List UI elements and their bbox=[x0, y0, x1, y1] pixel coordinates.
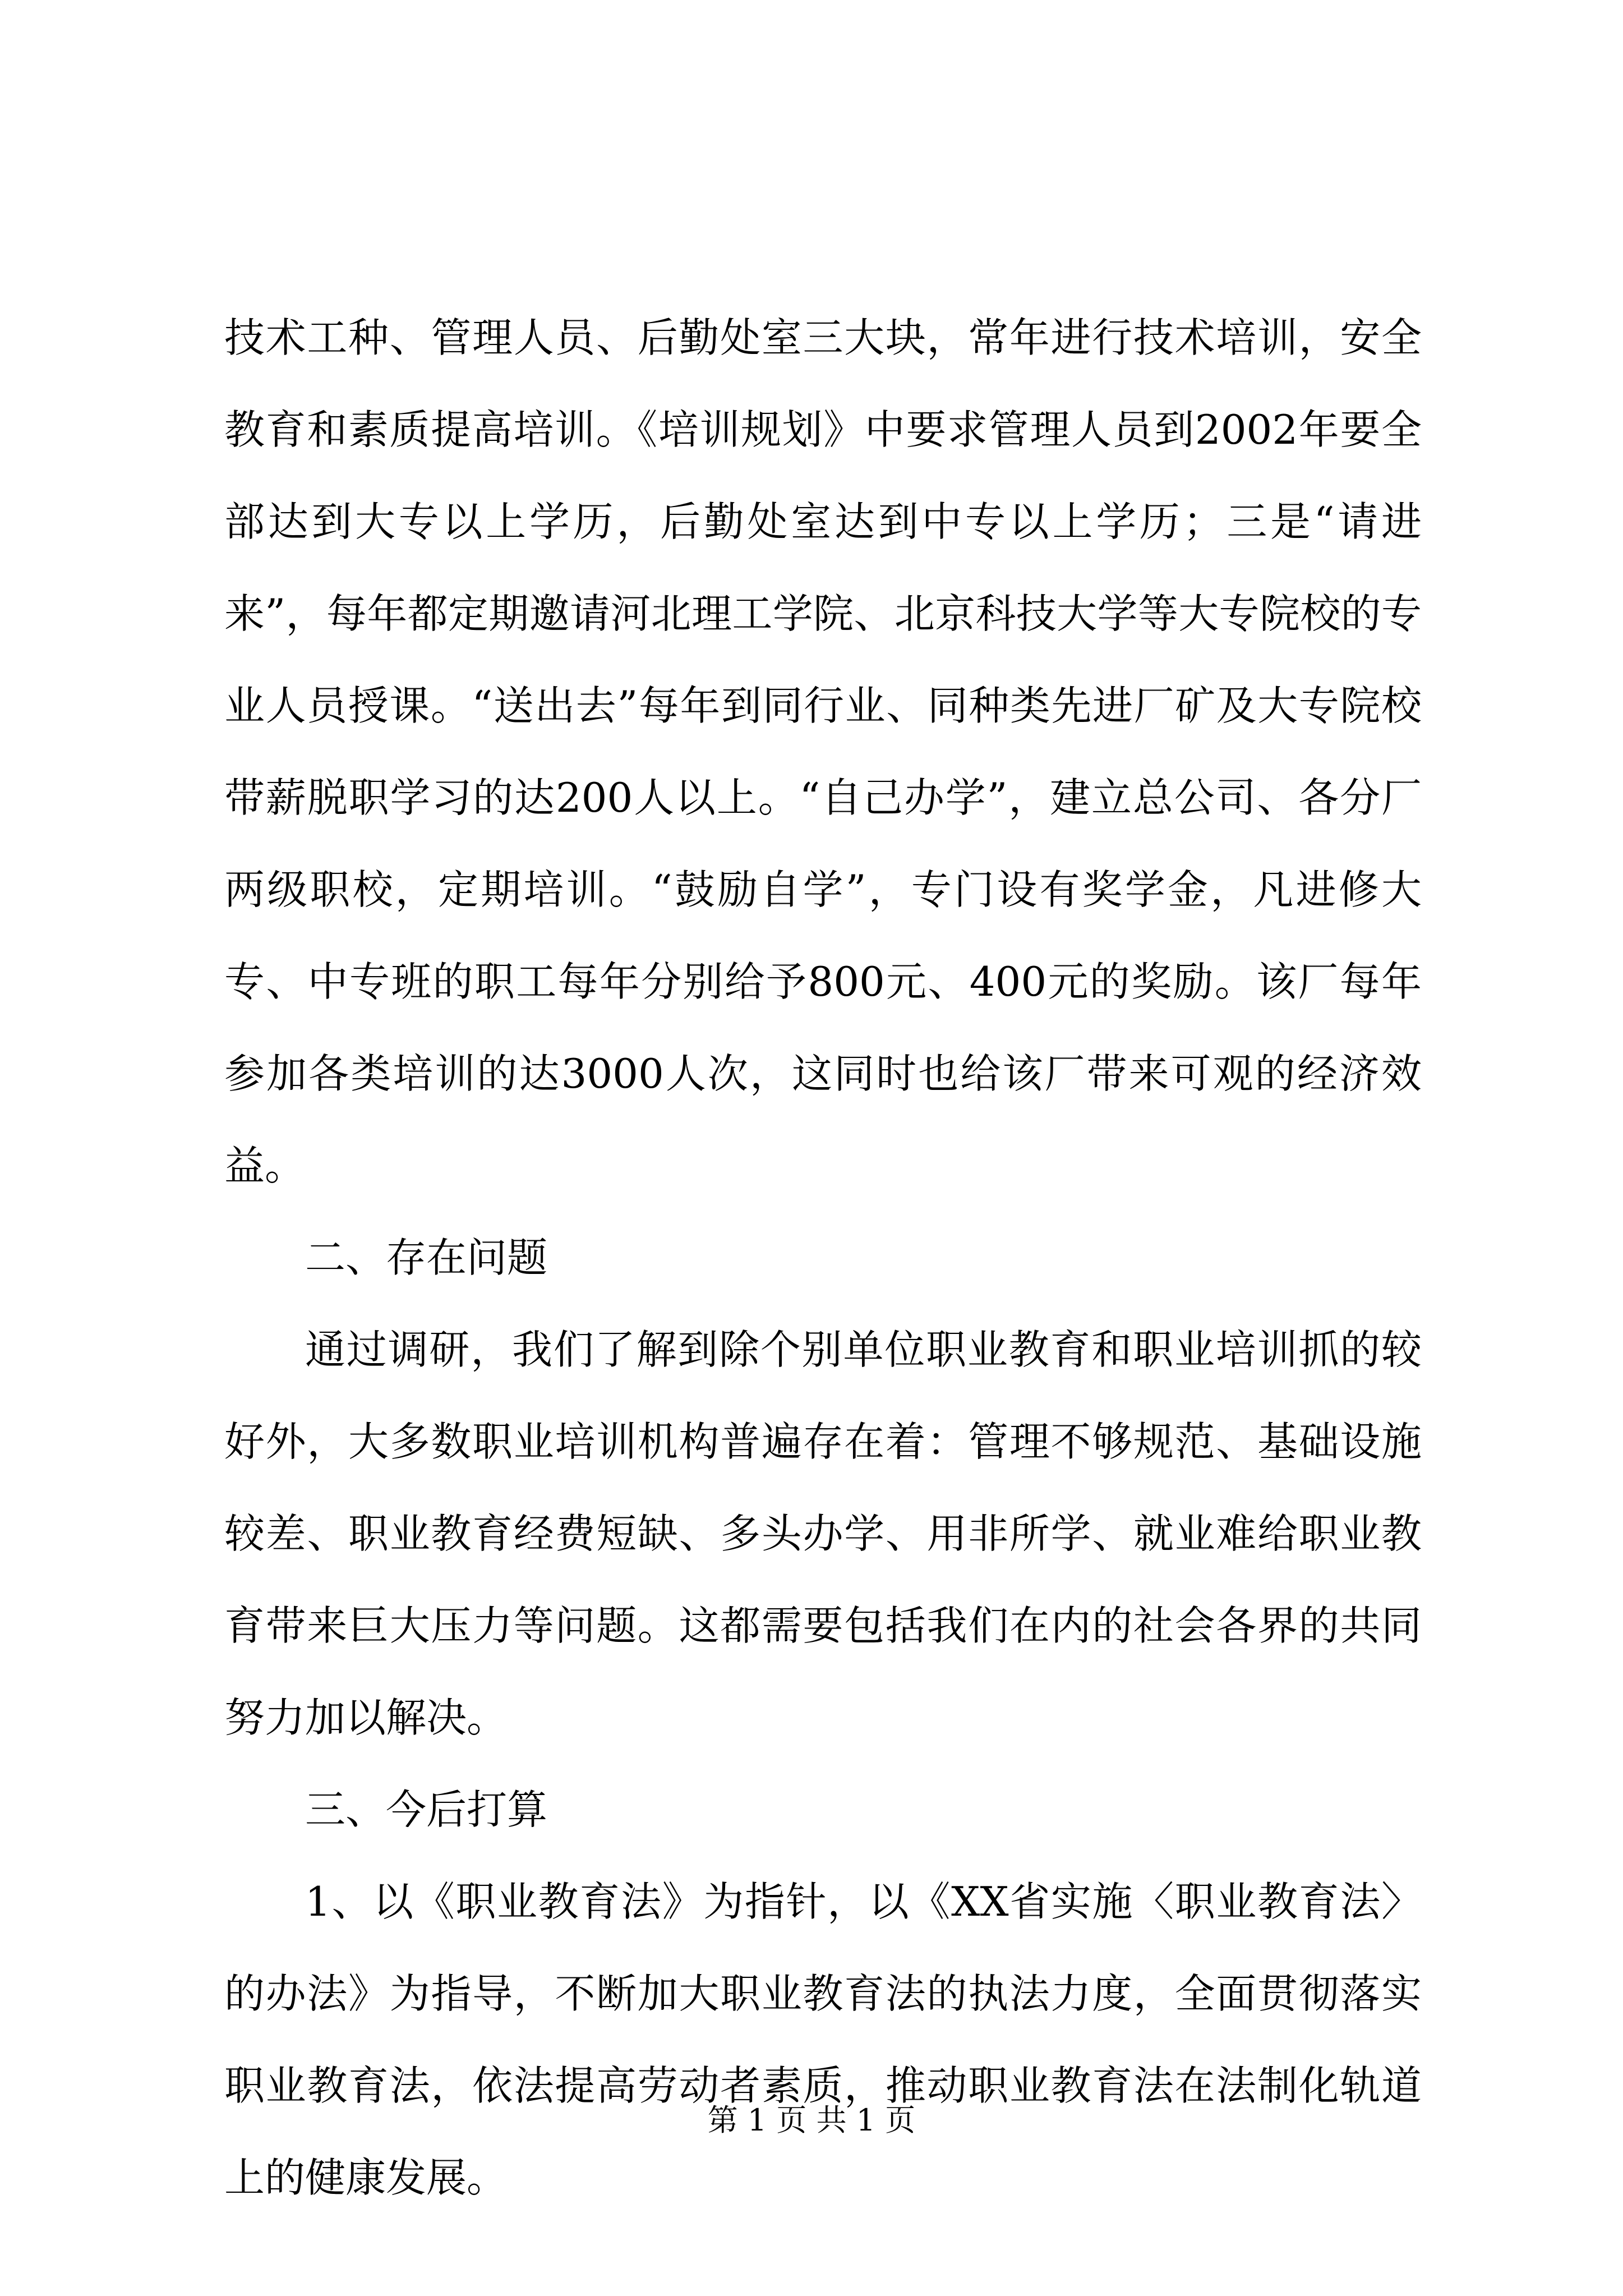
paragraph-plan-1: 1、以《职业教育法》为指针，以《XX省实施〈职业教育法〉的办法》为指导，不断加大职业教育法的执法力度，全面贯彻落实职业教育法，依法提高劳动者素质，推动职业教育法在法制化轨道上的健康发展。 bbox=[224, 1878, 1422, 2201]
paragraph-problems: 通过调研，我们了解到除个别单位职业教育和职业培训抓的较好外，大多数职业培训机构普遍存在着：管理不够规范、基础设施较差、职业教育经费短缺、多头办学、用非所学、就业难给职业教育带来巨大压力等问题。这都需要包括我们在内的社会各界的共同努力加以解决。 bbox=[224, 1326, 1422, 1741]
document-body bbox=[224, 292, 1422, 2224]
paragraph-continuation: 技术工种、管理人员、后勤处室三大块，常年进行技术培训，安全教育和素质提高培训。《培训规划》中要求管理人员到2002年要全部达到大专以上学历，后勤处室达到中专以上学历；三是“请进来”，每年都定期邀请河北理工学院、北京科技大学等大专院校的专业人员授课。“送出去”每年到同行业、同种类先进厂矿及大专院校带薪脱职学习的达200人以上。“自己办学”，建立总公司、各分厂两级职校，定期培训。“鼓励自学”，专门设有奖学金，凡进修大专、中专班的职工每年分别给予800元、400元的奖励。该厂每年参加各类培训的达3000人次，这同时也给该厂带来可观的经济效益。 bbox=[224, 314, 1422, 1189]
section-heading-plans: 三、今后打算 bbox=[305, 1786, 548, 1833]
page-footer bbox=[0, 2101, 1623, 2140]
page-number-label: 第 1 页 共 1 页 bbox=[707, 2102, 916, 2138]
section-heading-problems: 二、存在问题 bbox=[305, 1234, 548, 1281]
